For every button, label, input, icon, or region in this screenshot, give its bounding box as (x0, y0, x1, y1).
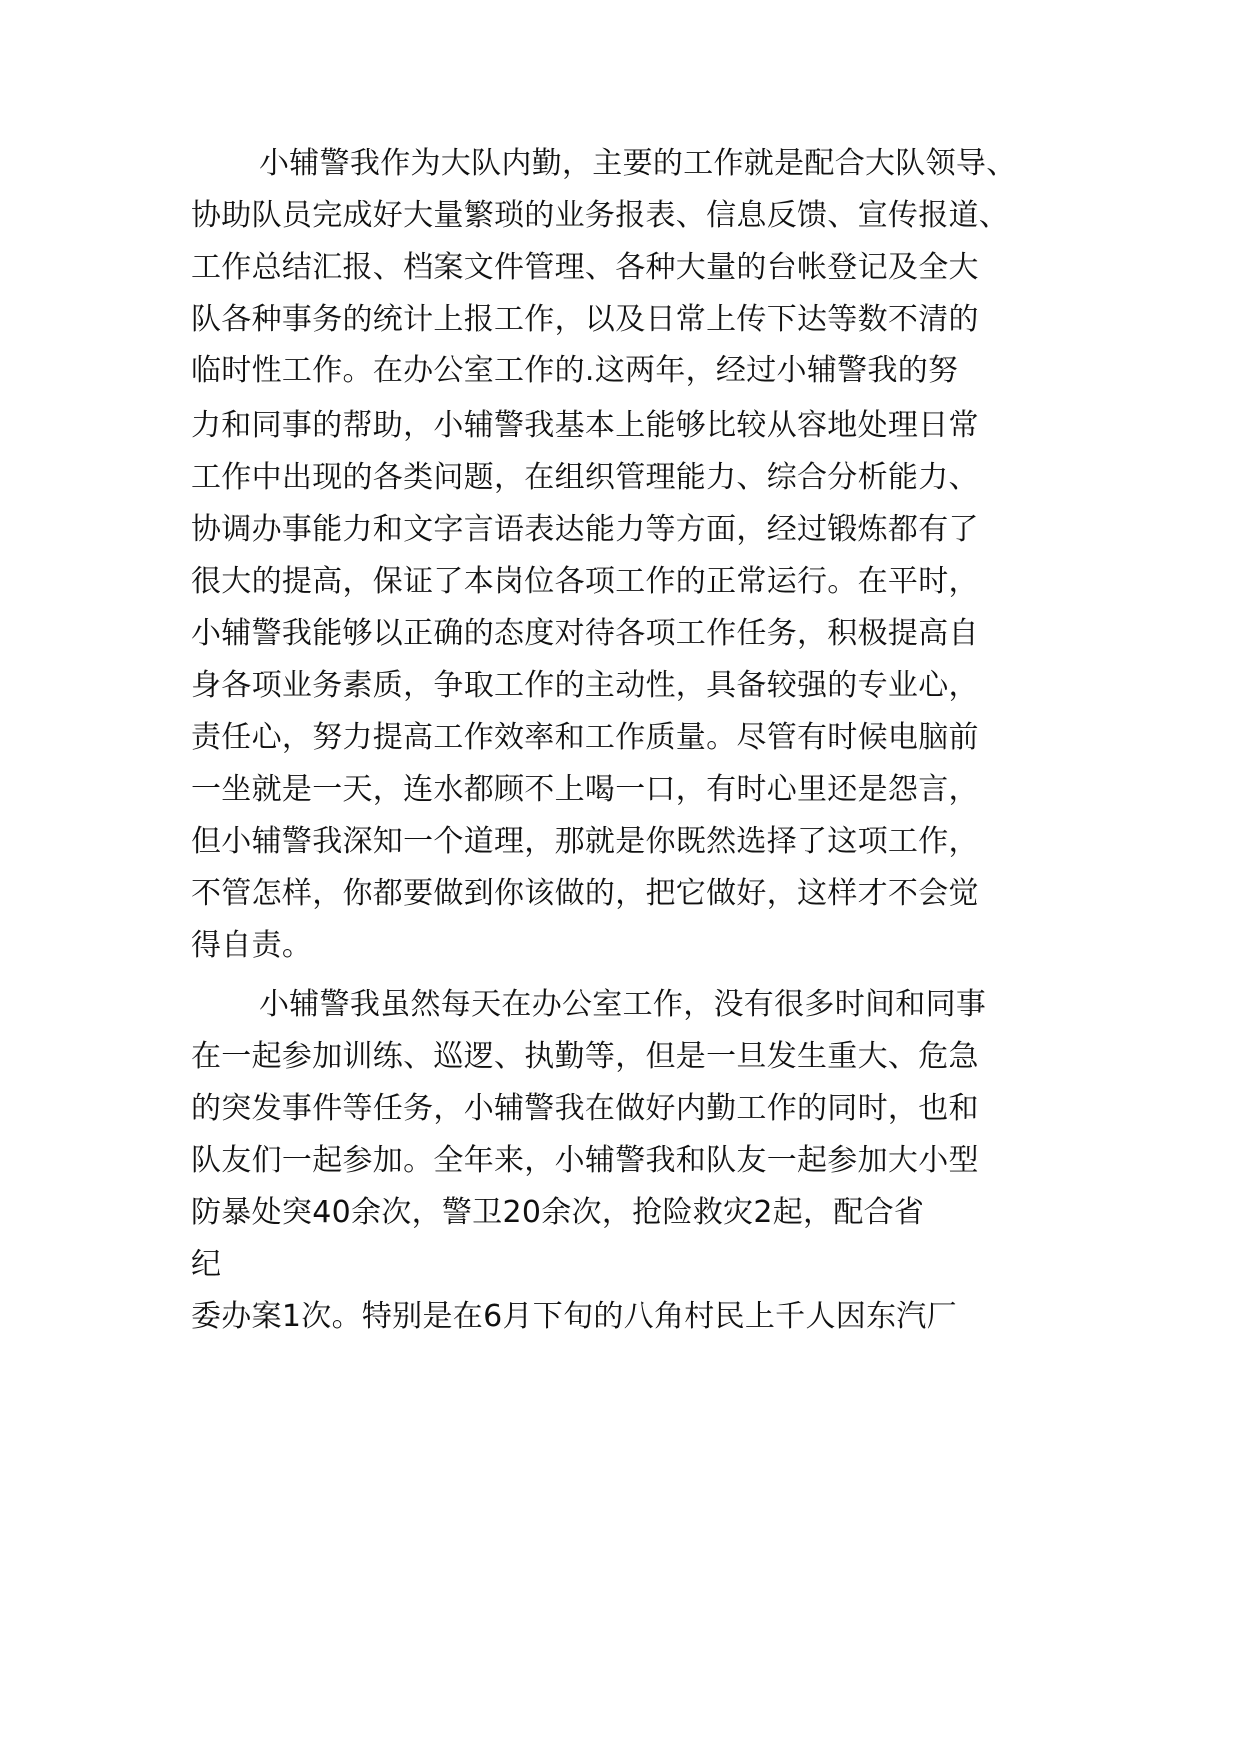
paragraph-1-line-8: 协调办事能力和文字言语表达能力等方面，经过锻炼都有了 (191, 512, 979, 547)
paragraph-1-line-11: 身各项业务素质，争取工作的主动性，具备较强的专业心， (191, 668, 979, 703)
paragraph-2-line-1: 小辅警我虽然每天在办公室工作，没有很多时间和同事 (259, 987, 987, 1022)
paragraph-1-line-6: 力和同事的帮助，小辅警我基本上能够比较从容地处理日常 (191, 408, 979, 443)
paragraph-1-line-7: 工作中出现的各类问题，在组织管理能力、综合分析能力、 (191, 460, 979, 495)
paragraph-1-line-13: 一坐就是一天，连水都顾不上喝一口，有时心里还是怨言， (191, 772, 979, 807)
paragraph-1-line-3: 工作总结汇报、档案文件管理、各种大量的台帐登记及全大 (191, 250, 979, 285)
paragraph-1-line-1: 小辅警我作为大队内勤，主要的工作就是配合大队领导、 (259, 146, 1017, 181)
paragraph-2-line-3: 的突发事件等任务，小辅警我在做好内勤工作的同时，也和 (191, 1091, 979, 1126)
paragraph-2-line-2: 在一起参加训练、巡逻、执勤等，但是一旦发生重大、危急 (191, 1039, 979, 1074)
paragraph-1-line-10: 小辅警我能够以正确的态度对待各项工作任务，积极提高自 (191, 616, 979, 651)
paragraph-2-line-6: 纪 (191, 1247, 222, 1282)
paragraph-1-line-4: 队各种事务的统计上报工作，以及日常上传下达等数不清的 (191, 302, 979, 337)
paragraph-1-line-15: 不管怎样，你都要做到你该做的，把它做好，这样才不会觉 (191, 876, 979, 911)
paragraph-2-line-7: 委办案1次。特别是在6月下旬的八角村民上千人因东汽厂 (191, 1299, 957, 1334)
paragraph-1-line-16: 得自责。 (191, 928, 313, 963)
paragraph-1-line-9: 很大的提高，保证了本岗位各项工作的正常运行。在平时， (191, 564, 979, 599)
paragraph-1-line-12: 责任心，努力提高工作效率和工作质量。尽管有时候电脑前 (191, 720, 979, 755)
paragraph-1-line-2: 协助队员完成好大量繁琐的业务报表、信息反馈、宣传报道、 (191, 198, 1010, 233)
paragraph-2-line-4: 队友们一起参加。全年来，小辅警我和队友一起参加大小型 (191, 1143, 979, 1178)
paragraph-1-line-14: 但小辅警我深知一个道理，那就是你既然选择了这项工作， (191, 824, 979, 859)
paragraph-2-line-5: 防暴处突40余次，警卫20余次，抢险救灾2起，配合省 (191, 1195, 925, 1230)
paragraph-1-line-5: 临时性工作。在办公室工作的.这两年，经过小辅警我的努 (191, 353, 959, 388)
